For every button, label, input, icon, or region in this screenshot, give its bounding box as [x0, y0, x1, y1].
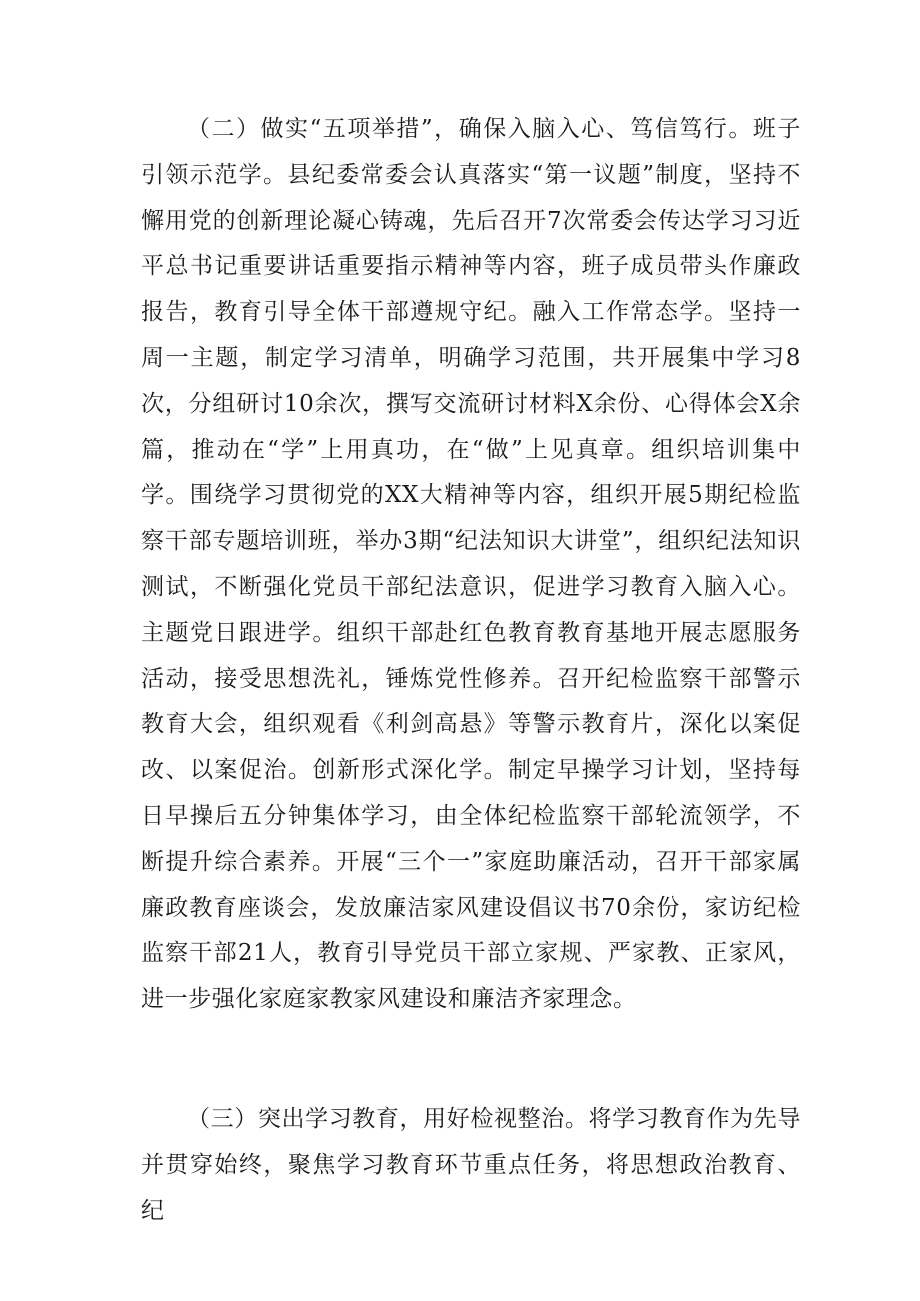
paragraph-section-two: （二）做实“五项举措”，确保入脑入心、笃信笃行。班子引领示范学。县纪委常委会认真落实“第一议题”制度，坚持不懈用党的创新理论凝心铸魂，先后召开7次常委会传达学习习近平总书记重要讲话重要指示精神等内容，班子成员带头作廉政报告，教育引导全体干部遵规守纪。融入工作常态学。坚持一周一主题，制定学习清单，明确学习范围，共开展集中学习8次，分组研讨10余次，撰写交流研讨材料X余份、心得体会X余篇，推动在“学”上用真功，在“做”上见真章。组织培训集中学。围绕学习贯彻党的XX大精神等内容，组织开展5期纪检监察干部专题培训班，举办3期“纪法知识大讲堂”，组织纪法知识测试，不断强化党员干部纪法意识，促进学习教育入脑入心。主题党日跟进学。组织干部赴红色教育教育基地开展志愿服务活动，接受思想洗礼，锤炼党性修养。召开纪检监察干部警示教育大会，组织观看《利剑高悬》等警示教育片，深化以案促改、以案促治。创新形式深化学。制定早操学习计划，坚持每日早操后五分钟集体学习，由全体纪检监察干部轮流领学，不断提升综合素养。开展“三个一”家庭助廉活动，召开干部家属廉政教育座谈会，发放廉洁家风建设倡议书70余份，家访纪检监察干部21人，教育引导党员干部立家规、严家教、正家风，进一步强化家庭家教家风建设和廉洁齐家理念。 [141, 116, 801, 1013]
paragraph-section-three: （三）突出学习教育，用好检视整治。将学习教育作为先导并贯穿始终，聚焦学习教育环节重点任务，将思想政治教育、纪 [141, 1106, 801, 1224]
